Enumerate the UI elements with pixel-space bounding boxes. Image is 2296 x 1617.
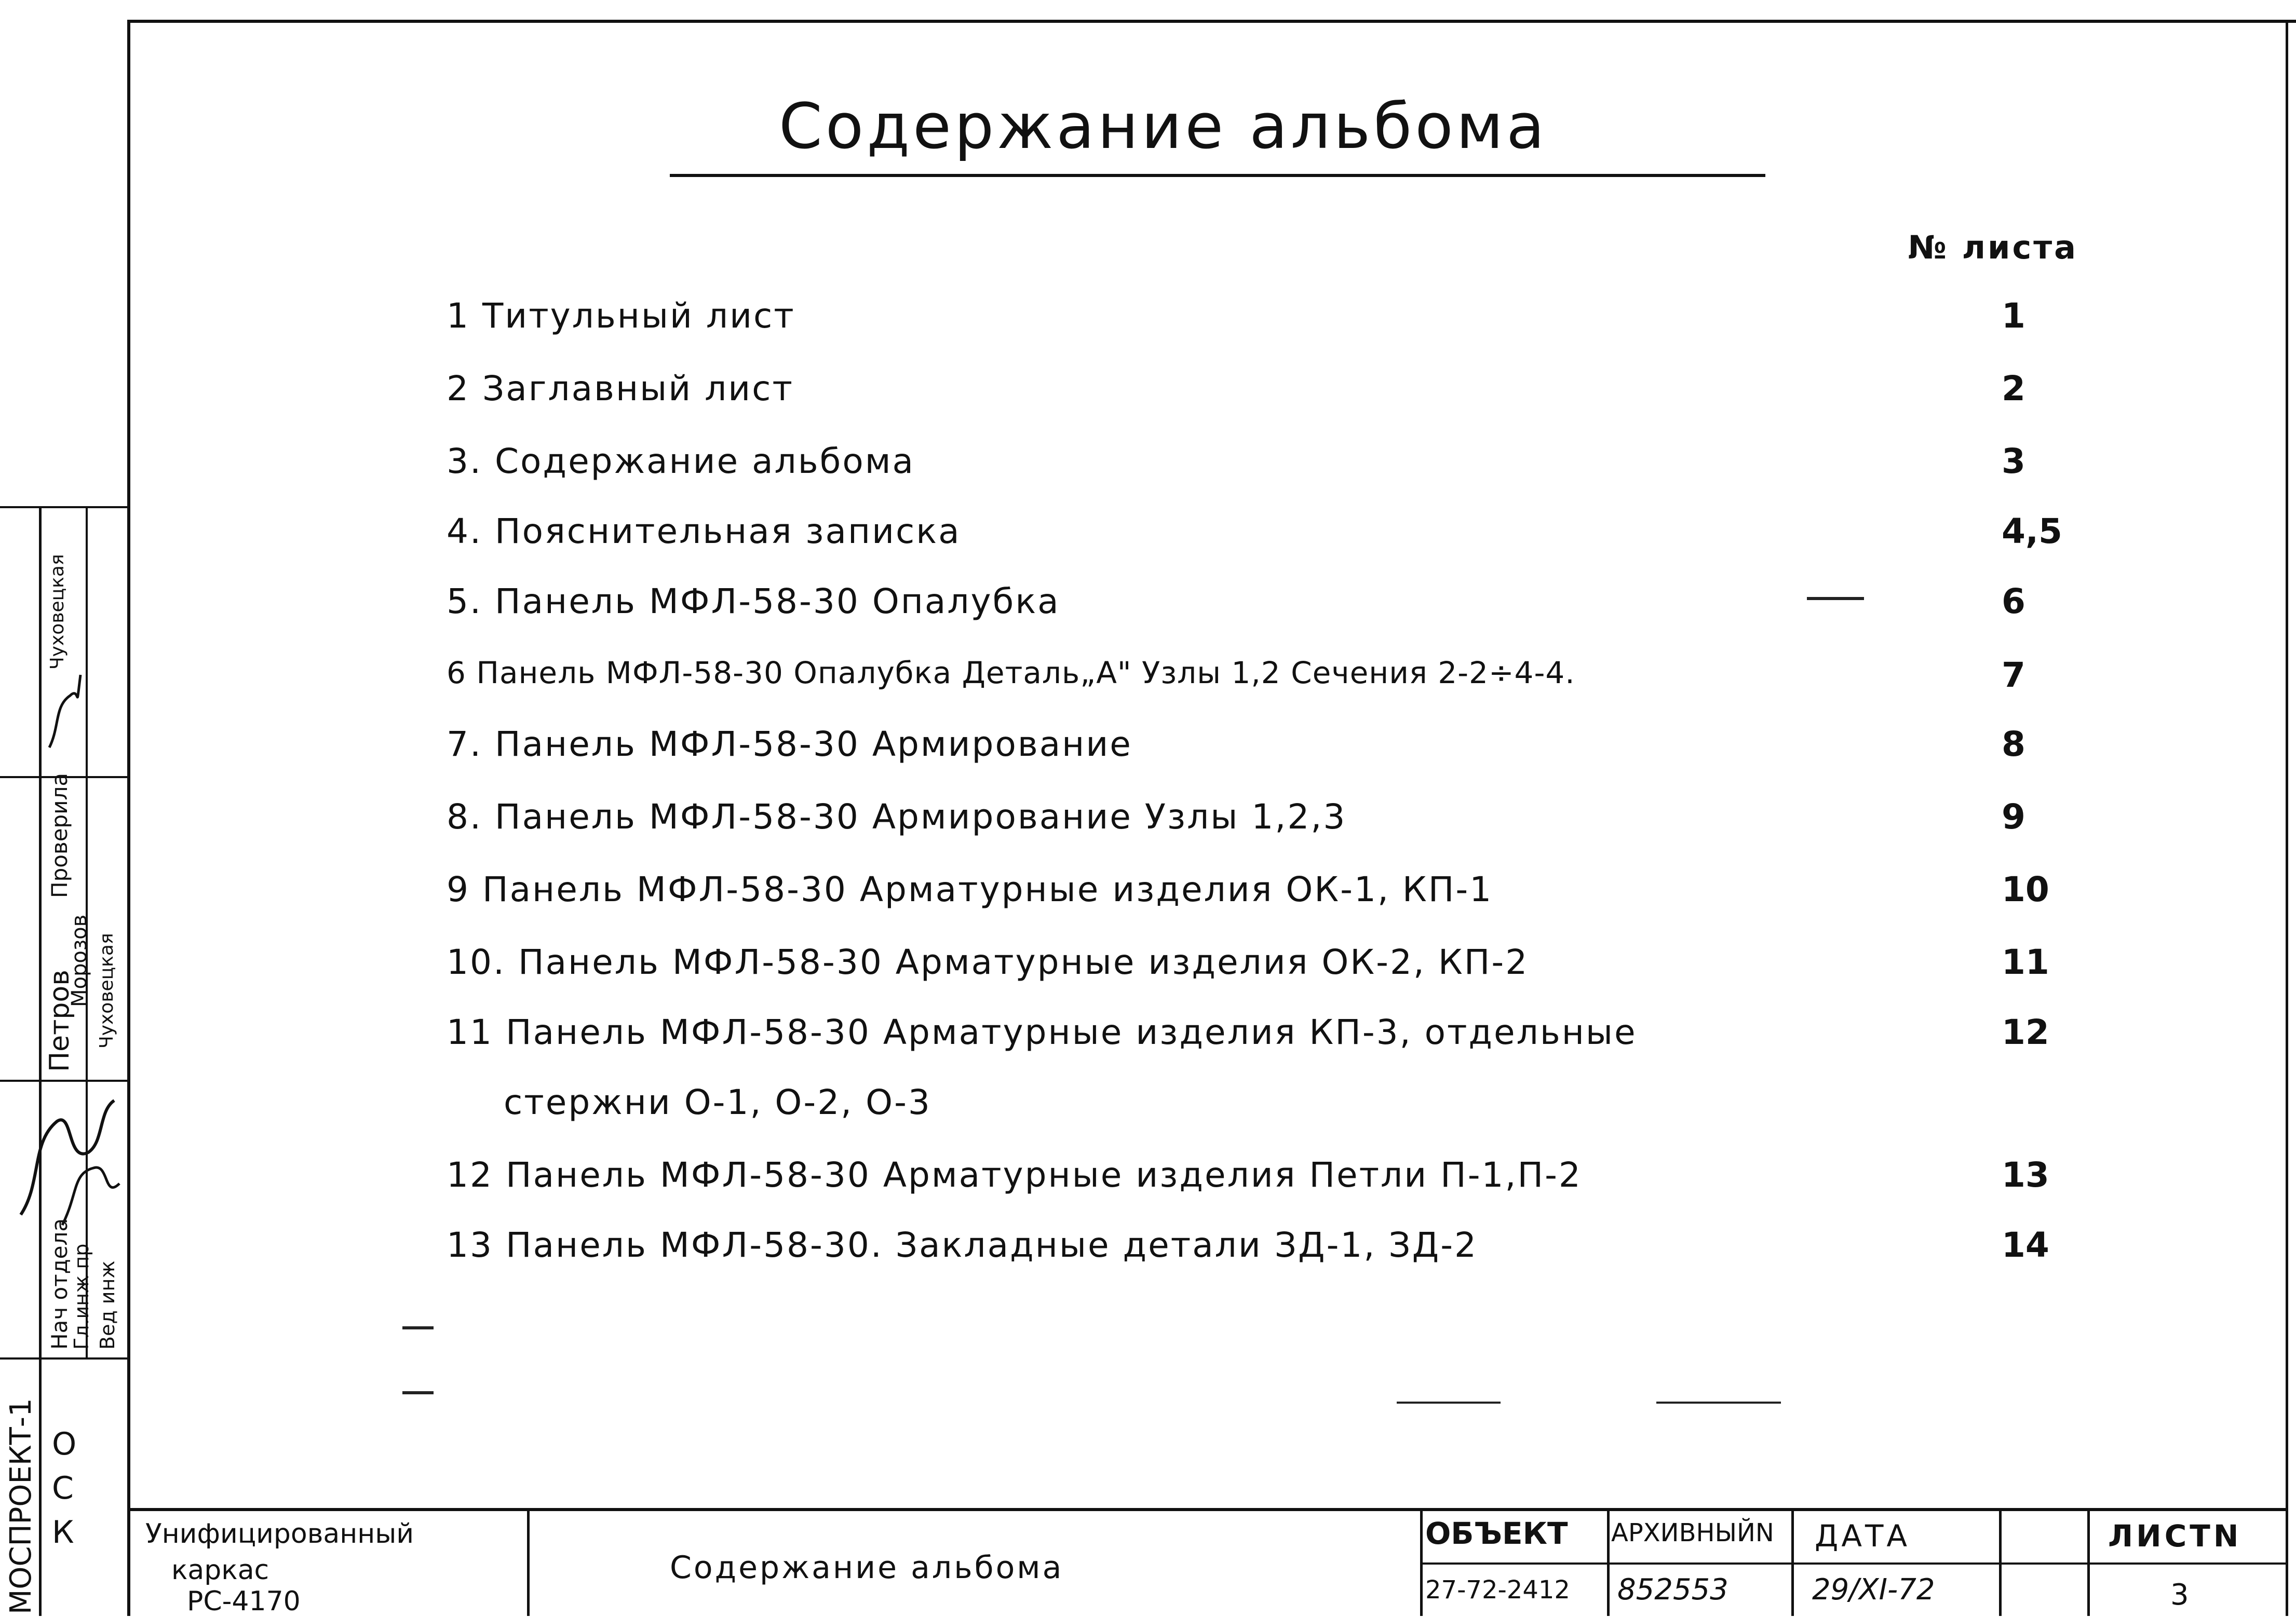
project-name: Унифицированный (145, 1518, 414, 1550)
list-item: 2 Заглавный лист (447, 369, 794, 409)
sheet-number: 3 (2002, 441, 2025, 481)
top-border (127, 20, 2296, 23)
sheet-number: 12 (2002, 1012, 2049, 1052)
left-border (127, 20, 130, 1616)
list-item: 9 Панель МФЛ-58-30 Арматурные изделия ОК-1, КП-1 (447, 869, 1493, 909)
signature (44, 664, 86, 758)
project-name-2: каркас (171, 1555, 269, 1586)
right-border (2286, 20, 2288, 1616)
role-label: Вед инж (96, 1260, 119, 1350)
pen-mark (1656, 1402, 1781, 1404)
project-code: РС-4170 (187, 1586, 301, 1617)
title-underline (670, 174, 1765, 177)
list-item: 4. Пояснительная записка (447, 511, 961, 551)
name-label: Петров (44, 970, 75, 1072)
sheet-label: ЛИСТN (2108, 1518, 2242, 1554)
list-item: 11 Панель МФЛ-58-30 Арматурные изделия КП-3, отдельные (447, 1012, 1637, 1052)
role-label: Гл.инж пр (70, 1243, 93, 1350)
list-item: 3. Содержание альбома (447, 441, 915, 481)
sheet-number: 6 (2002, 581, 2025, 621)
name-label: Чуховецкая (96, 933, 117, 1049)
list-item: 8. Панель МФЛ-58-30 Армирование Узлы 1,2,3 (447, 797, 1347, 837)
list-item: 7. Панель МФЛ-58-30 Армирование (447, 724, 1132, 764)
sheet-number: 14 (2002, 1225, 2049, 1265)
list-item: 10. Панель МФЛ-58-30 Арматурные изделия ОК-2, КП-2 (447, 942, 1529, 982)
org-sub: ОСК (52, 1426, 77, 1551)
org-name: МОСПРОЕКТ-1 (4, 1398, 38, 1614)
sheet-column-header: № листа (1908, 228, 2078, 266)
signature (10, 1080, 130, 1235)
pen-mark (1397, 1402, 1501, 1404)
checker-name: Чуховецкая (47, 554, 68, 670)
name-label: Морозов (67, 914, 91, 1007)
sheet-number: 10 (2002, 869, 2049, 909)
sheet-number: 11 (2002, 942, 2049, 982)
date-value: 29/XI-72 (1812, 1573, 1935, 1607)
sheet-number: 7 (2002, 655, 2025, 695)
drawing-name: Содержание альбома (670, 1550, 1064, 1586)
list-item: 12 Панель МФЛ-58-30 Арматурные изделия Петли П-1,П-2 (447, 1155, 1582, 1195)
sheet-number: 2 (2002, 369, 2025, 409)
archive-label: АРХИВНЫЙN (1611, 1518, 1774, 1547)
pen-mark (402, 1326, 434, 1329)
list-item: 5. Панель МФЛ-58-30 Опалубка (447, 581, 1060, 621)
pen-mark (1807, 597, 1864, 600)
archive-value: 852553 (1617, 1573, 1728, 1607)
list-item: 1 Титульный лист (447, 296, 795, 336)
list-item: 13 Панель МФЛ-58-30. Закладные детали ЗД-1, ЗД-2 (447, 1225, 1478, 1265)
sheet-number: 8 (2002, 724, 2025, 764)
sheet-number: 1 (2002, 296, 2025, 336)
sheet-value: 3 (2170, 1578, 2189, 1612)
document-title: Содержание альбома (779, 91, 1548, 163)
pen-mark (402, 1391, 434, 1394)
list-item: 6 Панель МФЛ-58-30 Опалубка Деталь„А" Узлы 1,2 Сечения 2-2÷4-4. (447, 655, 1575, 690)
list-item-continuation: стержни О-1, О-2, О-3 (504, 1082, 931, 1122)
role-label: Нач отдела (47, 1218, 72, 1350)
object-label: ОБЪЕКТ (1425, 1516, 1568, 1551)
date-label: ДАТА (1815, 1518, 1911, 1554)
sheet-number: 9 (2002, 797, 2025, 837)
sheet-number: 4,5 (2002, 511, 2062, 551)
checked-label: Проверила (47, 772, 72, 898)
sheet-number: 13 (2002, 1155, 2049, 1195)
object-value: 27-72-2412 (1425, 1575, 1570, 1605)
